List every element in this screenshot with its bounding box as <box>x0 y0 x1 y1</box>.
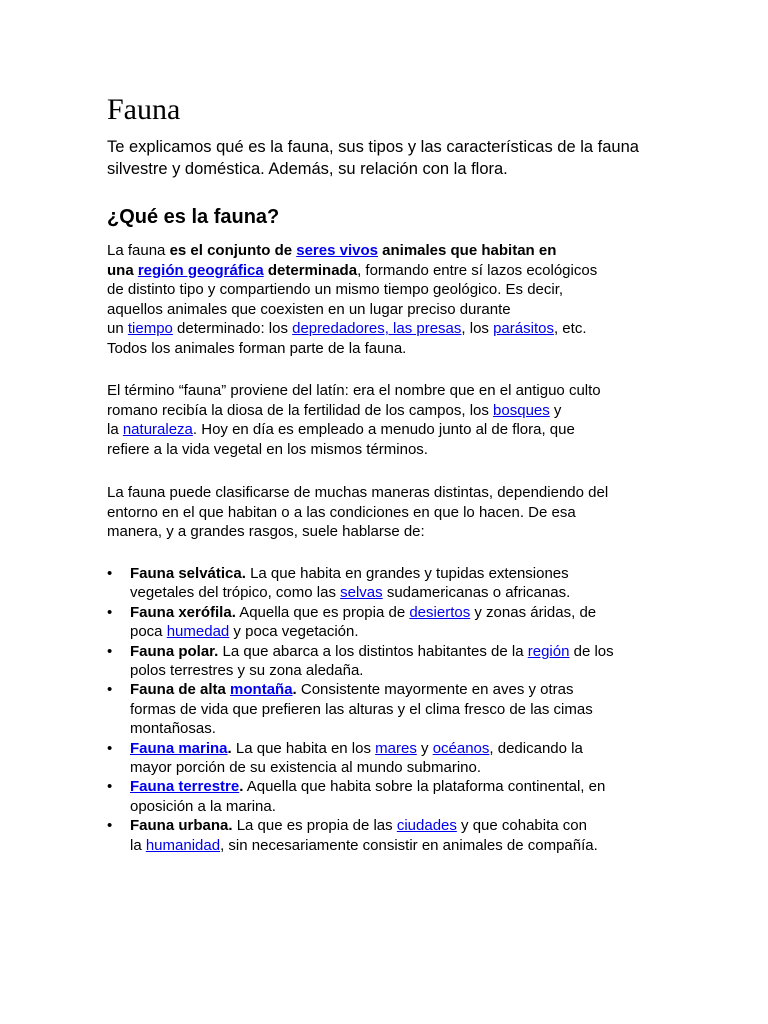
link-seres-vivos[interactable]: seres vivos <box>296 242 378 259</box>
list-item: • Fauna selvática. La que habita en grandes y tupidas extensiones vegetales del trópico, como las selvas sudamericanas o africanas. <box>107 565 571 602</box>
fauna-types-list <box>107 564 667 855</box>
list-item: • Fauna terrestre. Aquella que habita sobre la plataforma continental, en oposición a la marina. <box>107 778 606 815</box>
link-region-geografica[interactable]: región geográfica <box>137 261 264 279</box>
list-item: • Fauna marina. La que habita en los mares y océanos, dedicando la mayor porción de su existencia al mundo submarino. <box>107 739 583 777</box>
list-item: • Fauna urbana. La que es propia de las ciudades y que cohabita con la humanidad, sin necesariamente consistir en animales de compañía. <box>107 817 598 854</box>
etymology-paragraph: El término “fauna” proviene del latín: era el nombre que en el antiguo culto romano recibía la diosa de la fertilidad de los campos, los bosques y la naturaleza. Hoy en día es empleado a menudo junto al de flora, que refiere a la vida vegetal en los mismos términos. <box>107 382 601 458</box>
bullet-icon: • <box>107 565 113 582</box>
link-montana[interactable]: montaña <box>230 681 293 699</box>
classification-paragraph: La fauna puede clasificarse de muchas maneras distintas, dependiendo del entorno en el que habitan o a las condiciones en que lo hacen. De esa manera, y a grandes rasgos, suele hablarse de: <box>107 484 609 541</box>
bullet-icon: • <box>107 681 113 699</box>
link-humanidad[interactable]: humanidad <box>145 836 221 854</box>
bullet-icon: • <box>107 739 113 757</box>
link-parasitos[interactable]: parásitos <box>493 320 554 338</box>
bullet-icon: • <box>107 603 113 621</box>
list-item: • Fauna xerófila. Aquella que es propia de desiertos y zonas áridas, de poca humedad y poca vegetación. <box>107 603 597 641</box>
bullet-icon: • <box>107 817 113 835</box>
section-heading: ¿Qué es la fauna? <box>107 206 280 228</box>
link-oceanos[interactable]: océanos <box>432 739 490 757</box>
bullet-icon: • <box>107 778 113 796</box>
link-humedad[interactable]: humedad <box>166 623 230 641</box>
link-naturaleza[interactable]: naturaleza <box>122 421 193 439</box>
link-fauna-marina[interactable]: Fauna marina <box>130 739 228 757</box>
lead-line: fauna silvestre y doméstica. Además, su relación con la flora. <box>107 138 639 178</box>
link-region[interactable]: región <box>527 642 570 660</box>
link-bosques[interactable]: bosques <box>493 401 550 419</box>
bullet-icon: • <box>107 642 113 660</box>
lead-line: Te explicamos qué es la fauna, sus tipos y las características de la <box>107 138 594 156</box>
link-selvas[interactable]: selvas <box>340 584 383 602</box>
link-desiertos[interactable]: desiertos <box>409 603 471 621</box>
link-depredadores-presas[interactable]: depredadores, las presas <box>292 320 462 338</box>
link-tiempo[interactable]: tiempo <box>127 320 173 338</box>
page-title: Fauna <box>107 93 181 126</box>
list-item: • Fauna polar. La que abarca a los distintos habitantes de la región de los polos terrestres y su zona aledaña. <box>107 642 614 680</box>
lead-paragraph <box>107 136 667 180</box>
list-item: • Fauna de alta montaña. Consistente mayormente en aves y otras formas de vida que prefieren las alturas y el clima fresco de las cimas montañosas. <box>107 681 593 738</box>
link-mares[interactable]: mares <box>375 739 417 757</box>
link-fauna-terrestre[interactable]: Fauna terrestre <box>130 778 240 796</box>
definition-paragraph: La fauna es el conjunto de seres vivos animales que habitan en una región geográfica determinada, formando entre sí lazos ecológicos de distinto tipo y compartiendo un mismo tiempo geológico. Es decir, aquellos animales que coexisten en un lugar preciso durante un tiempo determinado: los depredadores, las presas, los parásitos, etc. Todos los animales forman parte de la fauna. <box>107 242 598 357</box>
link-ciudades[interactable]: ciudades <box>396 817 457 835</box>
